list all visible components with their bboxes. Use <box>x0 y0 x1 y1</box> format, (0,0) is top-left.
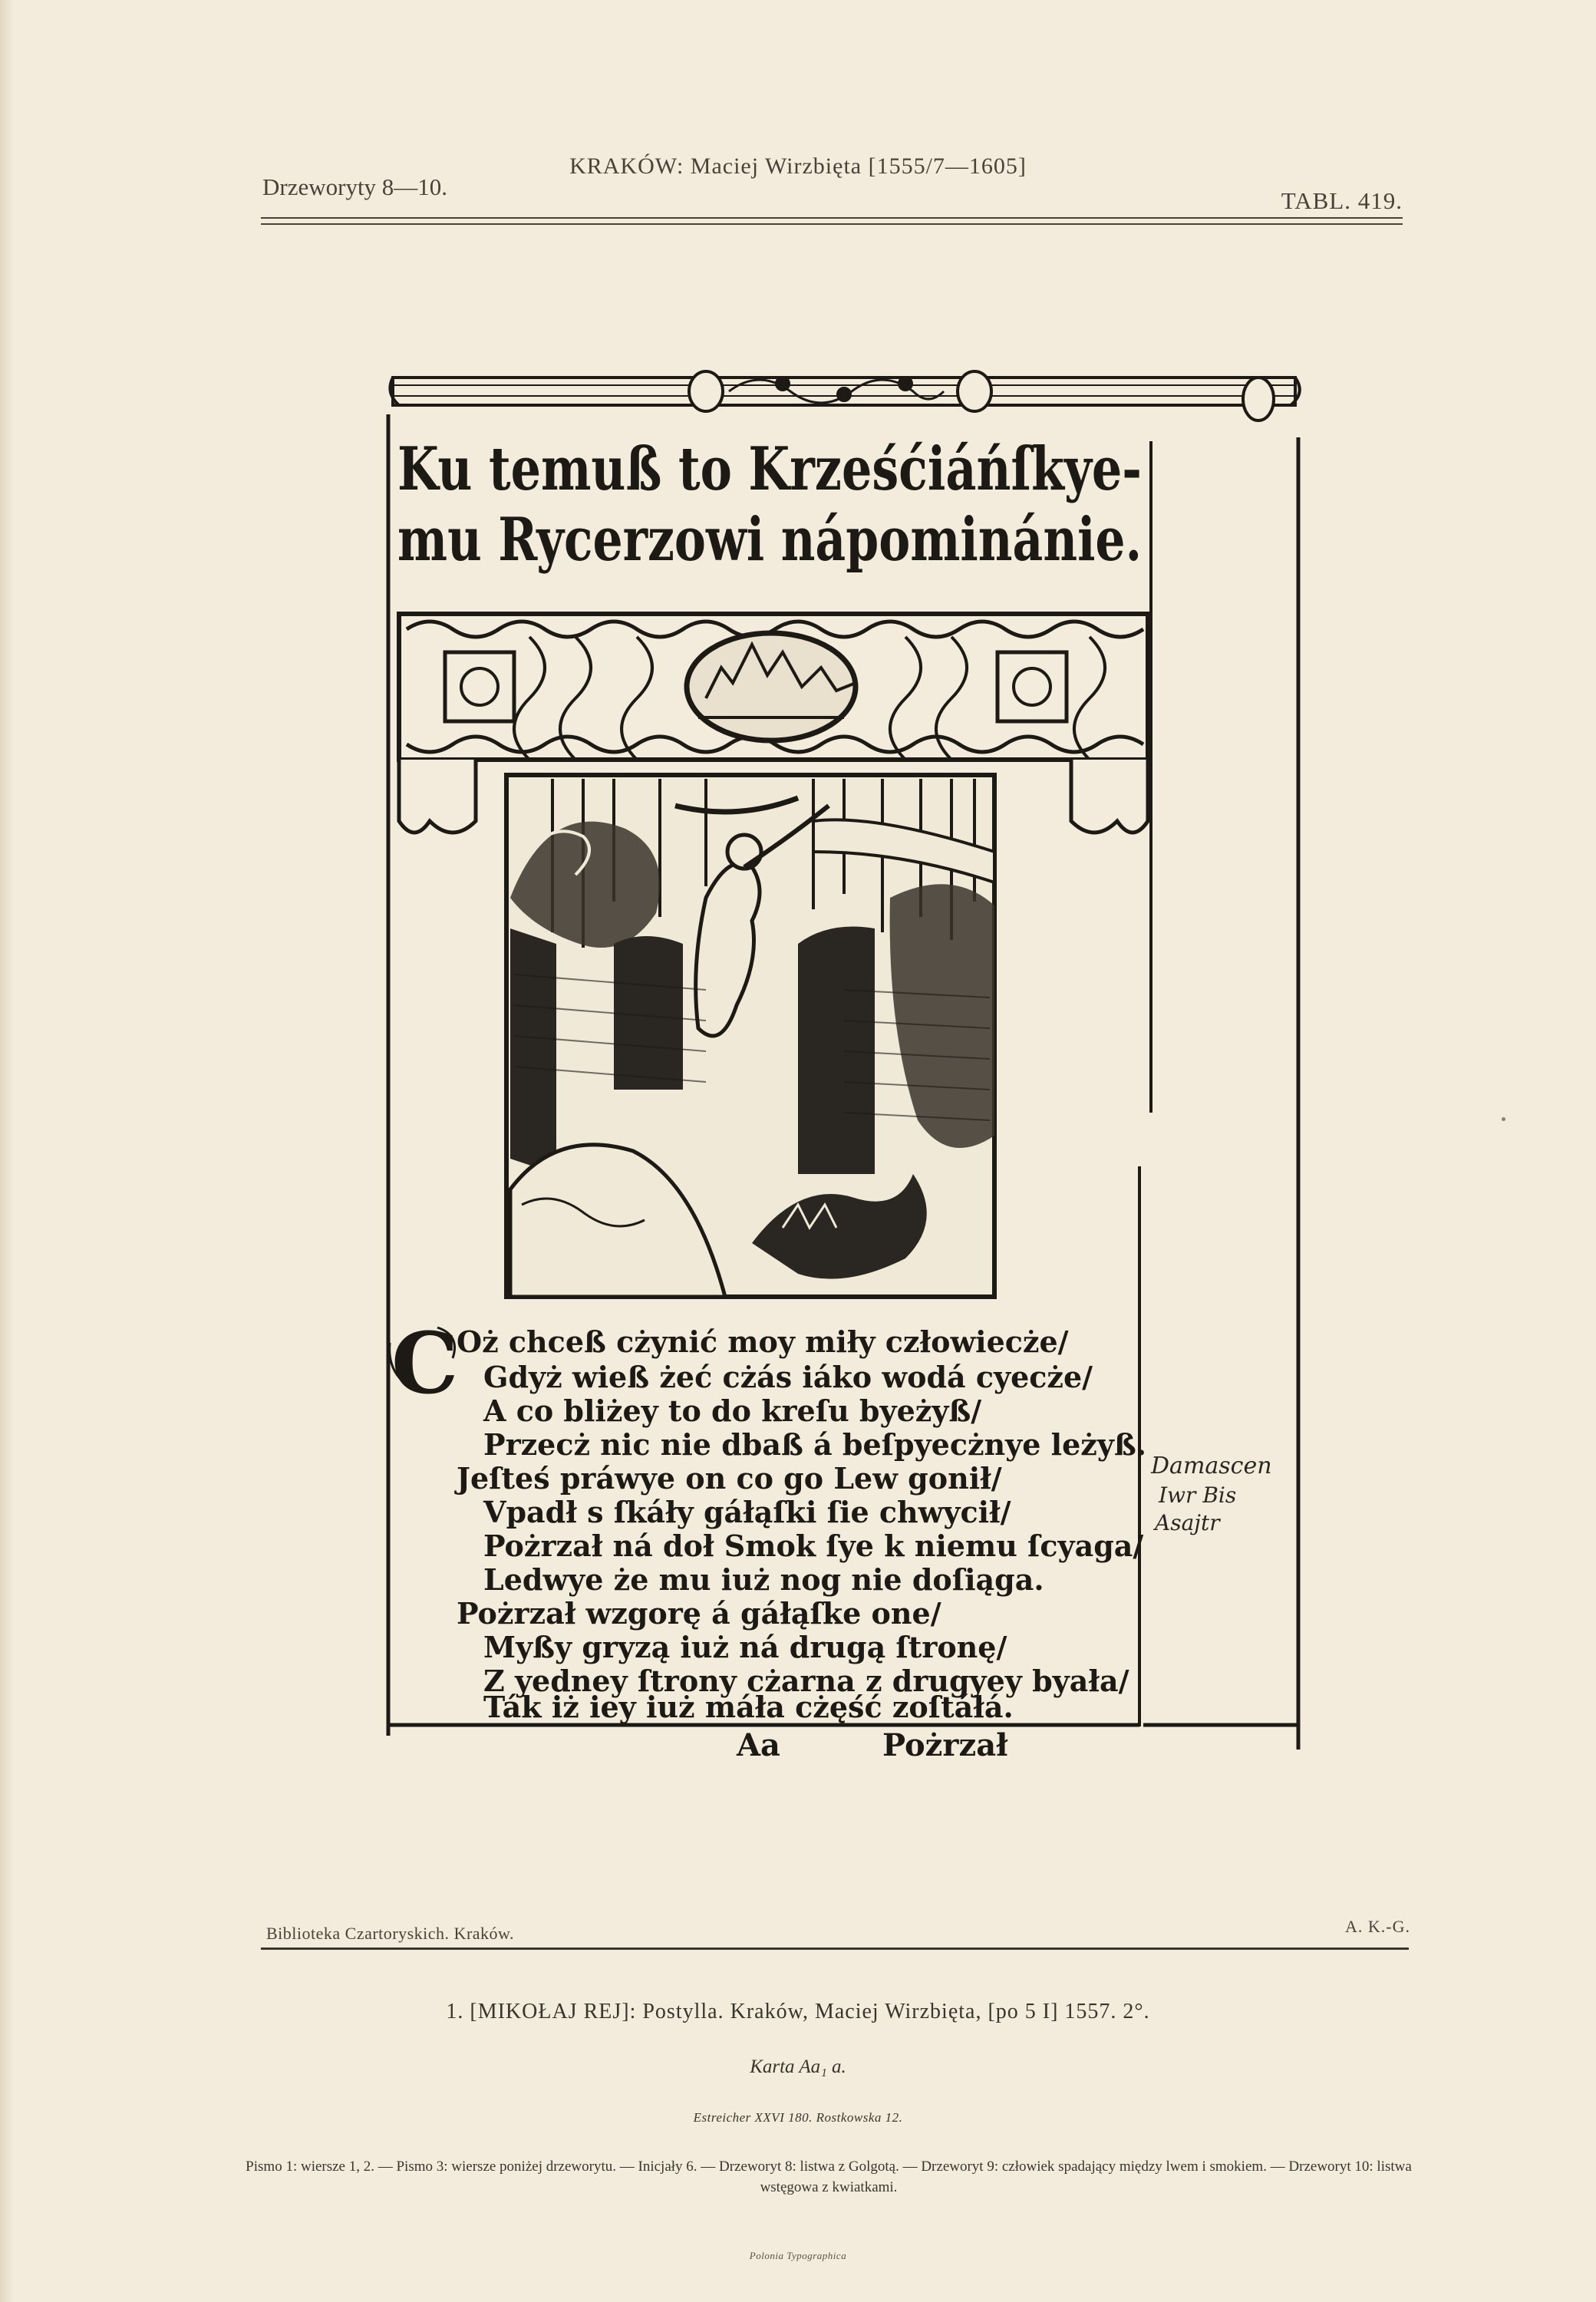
library-credit: Biblioteka Czartoryskich. Kraków. <box>266 1924 514 1943</box>
footer-rule <box>261 1947 1409 1950</box>
svg-text:Iwr Bis: Iwr Bis <box>1159 1482 1237 1508</box>
header-title: KRAKÓW: Maciej Wirzbięta [1555/7—1605] <box>569 153 1027 179</box>
verse-line: Myßy gryzą iuż ná drugą ſtronę/ <box>483 1630 1007 1664</box>
woodcut-title-line2: mu Rycerzowi nápominánie. <box>397 505 1142 575</box>
woodcut-illustration <box>506 775 994 1297</box>
caption-leaf: Karta Aa₁ a. <box>750 2056 846 2077</box>
caption-bibliographic: 1. [MIKOŁAJ REJ]: Postylla. Kraków, Maciej Wirzbięta, [po 5 I] 1557. 2°. <box>446 2000 1150 2023</box>
verse-line: Ták iż iey iuż máła cżęść zoſtáłá. <box>483 1690 1014 1724</box>
signature-mark: Aa <box>737 1727 780 1763</box>
plate-number: TABL. 419. <box>1281 187 1403 214</box>
verse-line: Z yedney ſtrony cżarna z drugyey byała/ <box>483 1664 1129 1698</box>
verse-line: Oż chceß cżynić moy miły człowiecże/ <box>457 1324 1069 1359</box>
ribbon-border <box>390 371 1299 420</box>
page-edge <box>0 0 14 2302</box>
verse-line: Ledwye że mu iuż nog nie doſiąga. <box>483 1562 1044 1597</box>
header-left: Drzeworyty 8—10. <box>262 173 448 200</box>
verse-line: Pożrzał ná doł Smok ſye k niemu ſcyaga/ <box>483 1529 1144 1563</box>
verse-line: Jeſteś práwye on co go Lew gonił/ <box>457 1461 1002 1496</box>
header-rule <box>261 217 1403 225</box>
caption-references: Estreicher XXVI 180. Rostkowska 12. <box>693 2110 903 2125</box>
author-initials: A. K.-G. <box>1345 1917 1410 1936</box>
catchword: Pożrzał <box>882 1727 1008 1763</box>
svg-text:Asajtr: Asajtr <box>1155 1510 1220 1535</box>
drop-initial: C <box>391 1314 459 1413</box>
woodcut-title-line1: Ku temuß to Krześćiáńſkye- <box>397 434 1142 504</box>
woodcut-svg <box>384 361 1304 1765</box>
verse-line: Pożrzał wzgorę á gáłąſke one/ <box>457 1596 941 1631</box>
verse-line: Gdyż wieß żeć cżás iáko wodá cyecże/ <box>483 1360 1093 1394</box>
verse-line: A co bliżey to do kreſu byeżyß/ <box>483 1393 982 1428</box>
colophon: Polonia Typographica <box>749 2250 847 2261</box>
caption-description: Pismo 1: wiersze 1, 2. — Pismo 3: wiersze poniżej drzeworytu. — Inicjały 6. — Drzeworyt 8: listwa z Golgotą. — Drzeworyt 9: człowiek spadający między lwem i smokiem. — Drzeworyt 10: listwa wstęgowa z kwiatkami. <box>246 2159 1412 2195</box>
woodcut-page <box>384 361 1304 1765</box>
verse-line: Przecż nic nie dbaß á beſpyecżnye leżyß. <box>483 1427 1147 1462</box>
verse-line: Vpadł s ſkáły gáłąſki ſie chwycił/ <box>483 1495 1011 1529</box>
marginal-note <box>1150 1453 1272 1535</box>
svg-text:Damascen: Damascen <box>1151 1453 1272 1479</box>
verse-block <box>390 1314 1146 1724</box>
paper-speck <box>1502 1117 1505 1121</box>
